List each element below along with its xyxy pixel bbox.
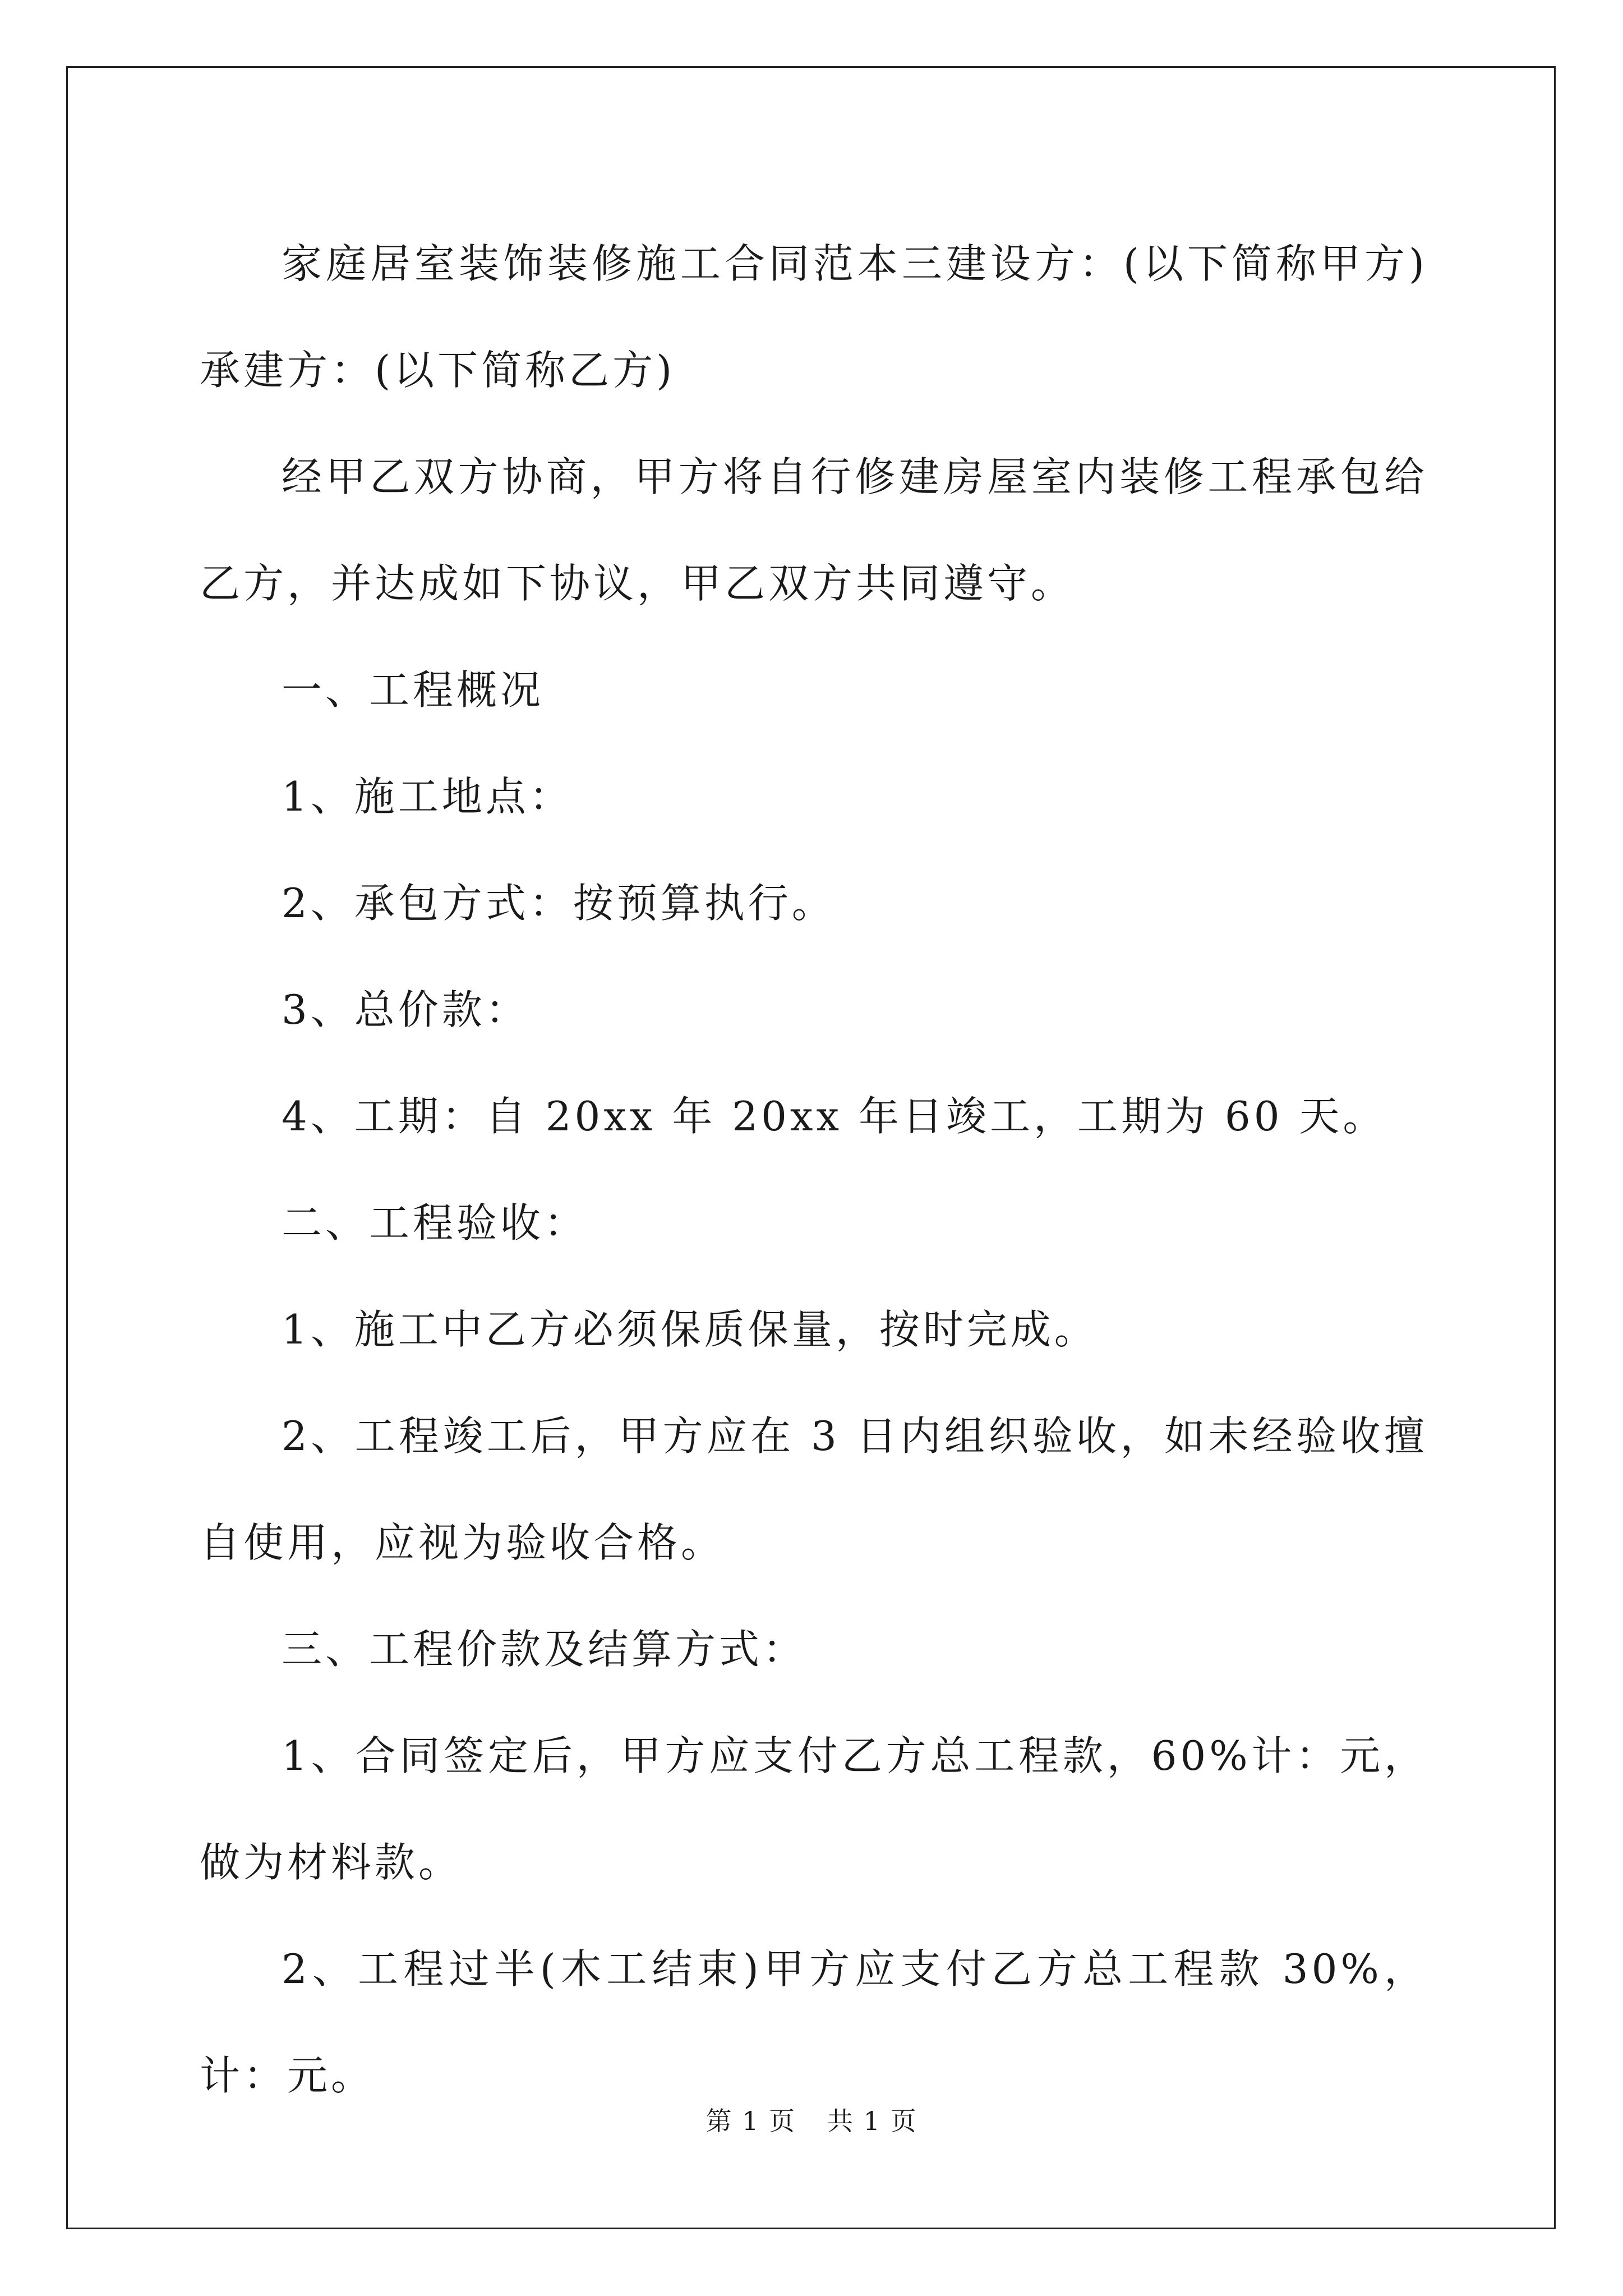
item-contract-method: 2、承包方式：按预算执行。 [282,880,836,927]
paragraph-title: 家庭居室装饰装修施工合同范本三建设方：(以下简称甲方)承建方：(以下简称乙方) [200,240,1428,394]
page-total: 共 1 页 [827,2106,917,2136]
item-duration: 4、工期：自 20xx 年 20xx 年日竣工，工期为 60 天。 [282,1093,1387,1140]
paragraph-agreement: 经甲乙双方协商，甲方将自行修建房屋室内装修工程承包给乙方，并达成如下协议，甲乙双方共同遵守。 [200,453,1428,607]
item-quality: 1、施工中乙方必须保质保量，按时完成。 [282,1306,1098,1353]
item-inspection: 2、工程竣工后，甲方应在 3 日内组织验收，如未经验收擅自使用，应视为验收合格。 [200,1412,1428,1566]
page-footer [0,2101,1623,2138]
item-first-payment: 1、合同签定后，甲方应支付乙方总工程款，60%计：元，做为材料款。 [200,1732,1428,1886]
section-heading-payment: 三、工程价款及结算方式： [282,1626,807,1673]
document-body [200,210,1428,2129]
item-total-price: 3、总价款： [282,986,529,1033]
section-heading-acceptance: 二、工程验收： [282,1199,588,1246]
item-location: 1、施工地点： [282,773,573,820]
section-heading-overview: 一、工程概况 [282,666,545,714]
page-number: 第 1 页 [706,2106,796,2136]
item-second-payment: 2、工程过半(木工结束)甲方应支付乙方总工程款 30%，计：元。 [200,1945,1428,2099]
